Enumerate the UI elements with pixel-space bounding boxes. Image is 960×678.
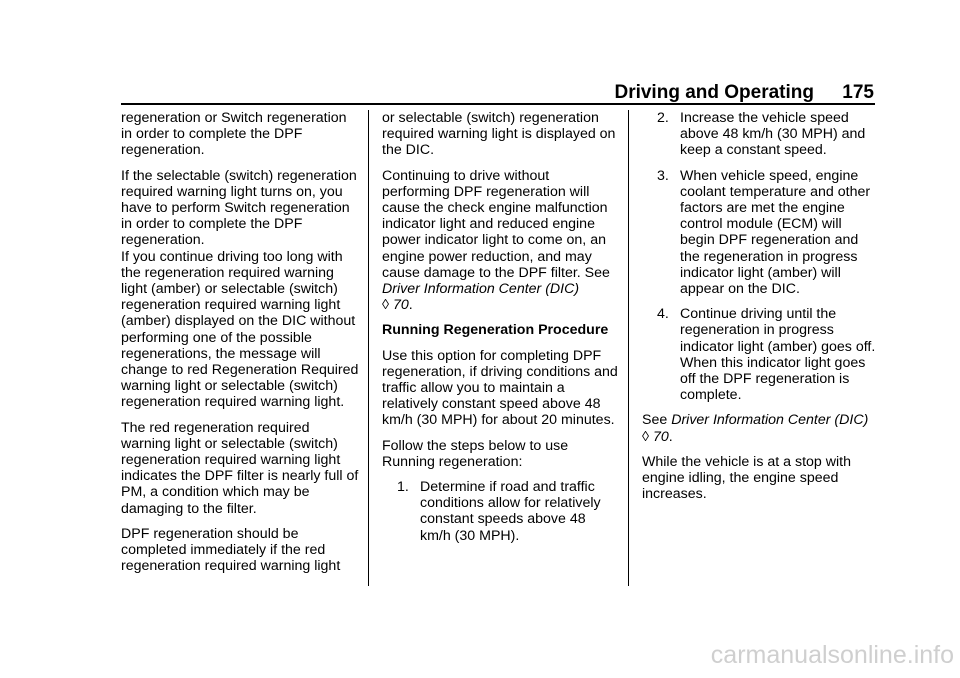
step-number: 2. xyxy=(657,110,669,126)
paragraph: If you continue driving too long with the regeneration required warning light (amber) or selectable (switch) regeneration required warning light (amber) displayed on the DIC without performing one of the possible regenerations, the message will change to red Regeneration Required warning light or selectable (switch) regeneration required warning light. xyxy=(121,248,359,411)
period: . xyxy=(408,297,413,314)
list-item xyxy=(642,110,880,159)
step-number: 4. xyxy=(657,306,669,323)
paragraph: While the vehicle is at a stop with engine idling, the engine speed increases. xyxy=(642,453,851,503)
cross-reference-link[interactable]: Driver Information Center (DIC) xyxy=(382,281,580,298)
paragraph: If the selectable (switch) regeneration required warning light turns on, you have to perform Switch regeneration in order to complete the DPF regeneration. xyxy=(121,167,357,249)
column-2 xyxy=(382,110,620,553)
page-ref-arrow-icon: ◊ xyxy=(642,428,650,445)
list-item xyxy=(642,306,880,403)
step-list xyxy=(382,479,620,544)
column-divider-1 xyxy=(368,110,369,586)
paragraph: DPF regeneration should be completed immediately if the red regeneration required warning light xyxy=(121,525,341,575)
cross-reference-page[interactable]: 70 xyxy=(652,428,669,445)
column-1 xyxy=(121,110,359,583)
paragraph xyxy=(642,412,880,444)
step-list xyxy=(642,110,880,403)
step-text: When vehicle speed, engine coolant temperature and other factors are met the engine control module (ECM) will begin DPF regeneration and the regeneration in progress indicator light (amber) will appear on the DIC. xyxy=(680,167,871,298)
paragraph-text: Continuing to drive without performing DPF regeneration will cause the check engine malfunction indicator light and reduced engine power indicator light to come on, an engine power reduction, and may cause damage to the DPF filter. See xyxy=(382,167,610,281)
step-number: 3. xyxy=(657,167,669,184)
list-item xyxy=(642,168,880,298)
step-text: Determine if road and traffic conditions allow for relatively constant speeds above 48 km/h (30 MPH). xyxy=(420,479,601,544)
section-title: Driving and Operating xyxy=(614,82,814,103)
paragraph: Use this option for completing DPF regeneration, if driving conditions and traffic allow you to maintain a relatively constant speed above 48 km/h (30 MPH) for about 20 minutes. xyxy=(382,347,618,429)
header-rule xyxy=(121,103,875,105)
cross-reference-page[interactable]: 70 xyxy=(392,297,409,314)
step-number: 1. xyxy=(397,479,409,496)
page-ref-arrow-icon: ◊ xyxy=(382,297,390,314)
paragraph xyxy=(382,168,620,314)
list-item xyxy=(382,479,620,544)
column-divider-2 xyxy=(628,110,629,586)
cross-reference-link[interactable]: Driver Information Center (DIC) xyxy=(671,412,869,429)
paragraph: regeneration or Switch regeneration in order to complete the DPF regeneration. xyxy=(121,110,347,159)
step-text: Continue driving until the regeneration in progress indicator light (amber) goes off. When this indicator light goes off the DPF regeneration is complete. xyxy=(680,306,876,404)
page-number: 175 xyxy=(842,82,874,103)
paragraph: or selectable (switch) regeneration required warning light is displayed on the DIC. xyxy=(382,110,616,159)
paragraph: The red regeneration required warning light or selectable (switch) regeneration required warning light indicates the DPF filter is nearly full of PM, a condition which may be damaging to the filter. xyxy=(121,419,359,517)
column-3 xyxy=(642,110,880,511)
period: . xyxy=(668,428,673,445)
watermark: carmanualsonline.info xyxy=(710,641,954,669)
step-text: Increase the vehicle speed above 48 km/h (30 MPH) and keep a constant speed. xyxy=(680,110,866,159)
paragraph: Follow the steps below to use Running regeneration: xyxy=(382,437,569,470)
section-heading: Running Regeneration Procedure xyxy=(382,322,609,339)
see-prefix: See xyxy=(642,412,668,429)
